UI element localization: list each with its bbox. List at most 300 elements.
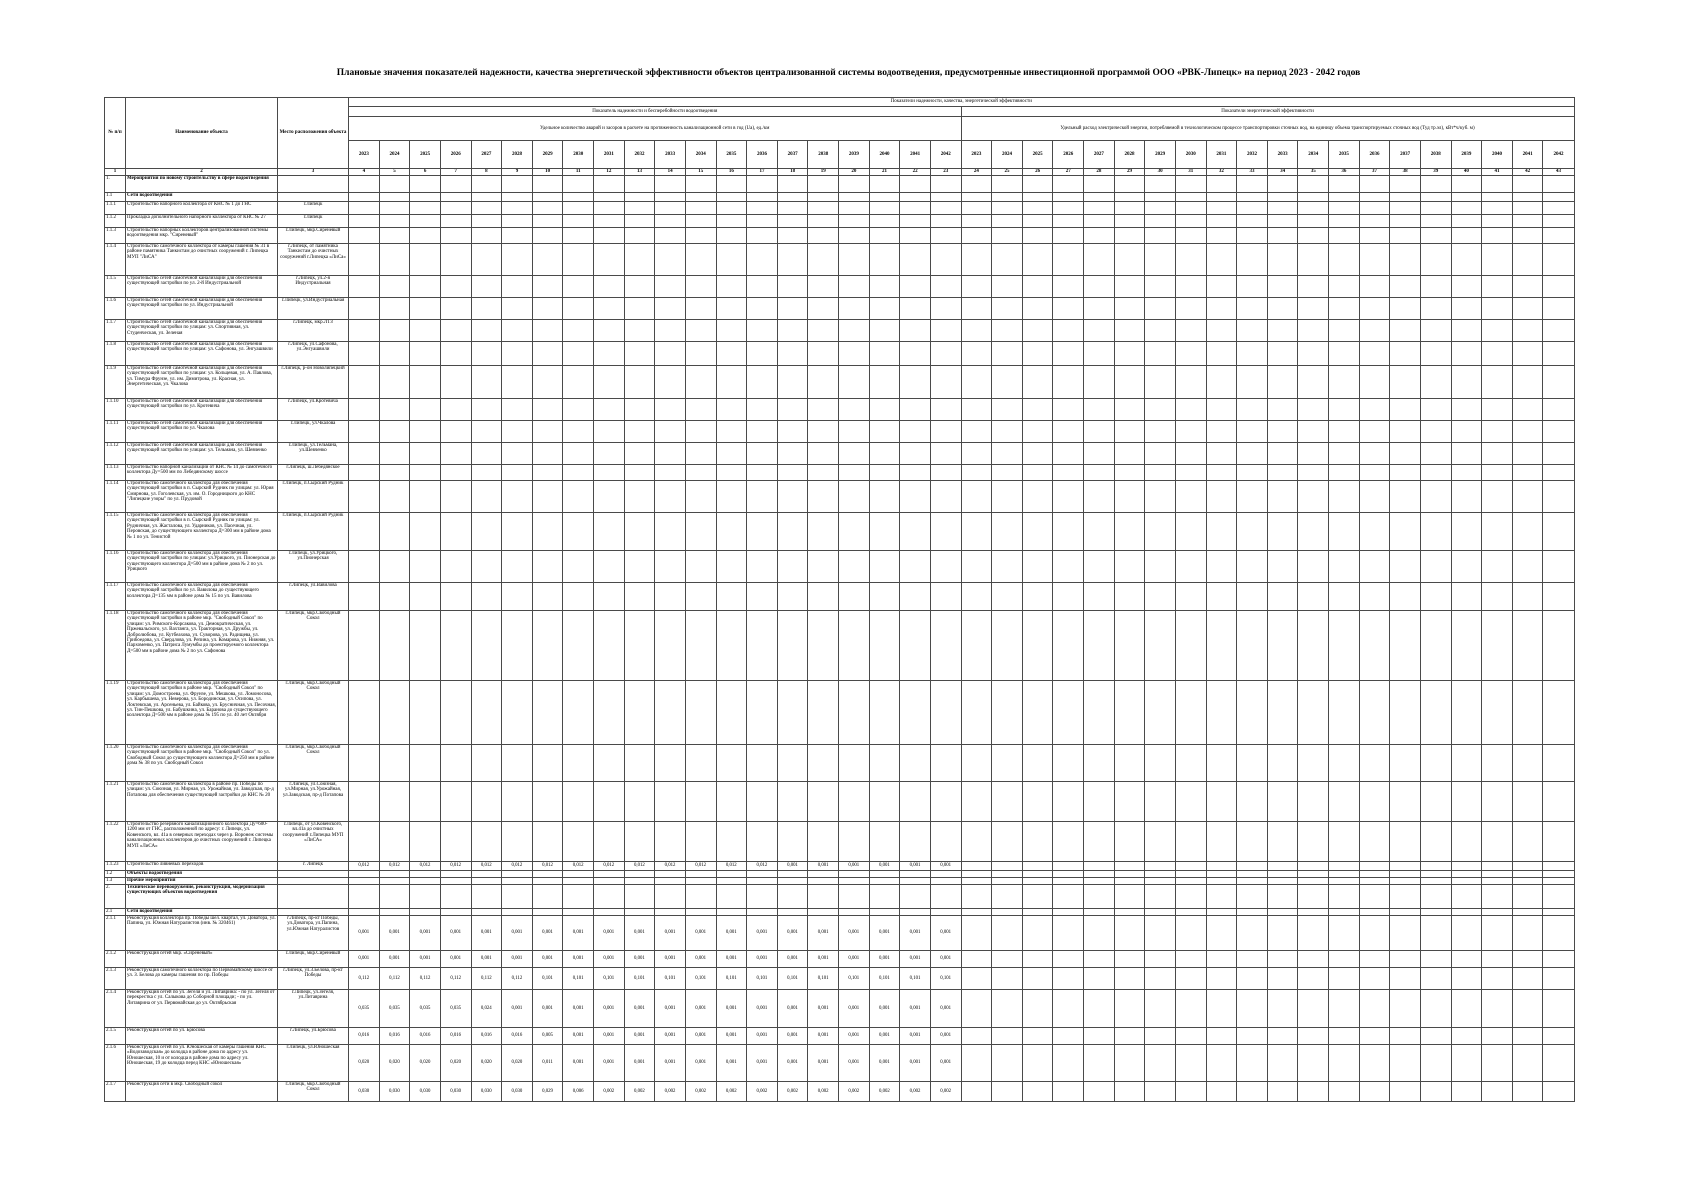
- reliability-value: [839, 878, 870, 885]
- energy-value: [1175, 1082, 1206, 1102]
- reliability-value: 0,011: [532, 1045, 563, 1082]
- energy-value: [992, 202, 1023, 215]
- reliability-value: [808, 276, 839, 298]
- object-name: Строительство ливневых переходов: [126, 862, 278, 871]
- energy-value: [961, 320, 992, 342]
- energy-value: [1298, 1045, 1329, 1082]
- reliability-value: [502, 298, 533, 320]
- reliability-value: 0,001: [900, 951, 931, 968]
- year-header: 2036: [747, 141, 778, 169]
- energy-value: [1359, 276, 1390, 298]
- energy-value: [1053, 298, 1084, 320]
- reliability-value: [747, 366, 778, 399]
- table-row: [105, 399, 1575, 421]
- reliability-value: [532, 399, 563, 421]
- energy-value: [961, 421, 992, 443]
- reliability-value: [624, 202, 655, 215]
- reliability-value: [471, 421, 502, 443]
- reliability-value: [685, 244, 716, 276]
- reliability-value: [379, 176, 410, 193]
- energy-value: [1053, 968, 1084, 990]
- energy-value: [1359, 885, 1390, 909]
- reliability-value: [594, 421, 625, 443]
- reliability-value: [869, 320, 900, 342]
- year-header: 2028: [502, 141, 533, 169]
- energy-value: [961, 399, 992, 421]
- reliability-value: [747, 909, 778, 916]
- object-location: г.Липецк, ул.Вавилова: [278, 583, 349, 611]
- object-location: г.Липецк, ул.Сафонова, ул.Энгуашвили: [278, 342, 349, 366]
- energy-value: [1053, 443, 1084, 465]
- reliability-value: [379, 276, 410, 298]
- reliability-value: 0,012: [685, 862, 716, 871]
- reliability-value: [624, 681, 655, 745]
- energy-value: [1451, 551, 1482, 583]
- energy-value: [1175, 244, 1206, 276]
- object-name: Строительство резервного канализационного коллектора Ду=600-1200 мм от ГНС, расположенной по адресу: г. Липецк, ул. Ковенского, вл. 41а в северных переходах через р. Воронеж системы канализационных коллекторов до очистных сооружений г. Липецка МУП «ЛиСА»: [126, 822, 278, 862]
- energy-value: [961, 916, 992, 951]
- energy-value: [1543, 878, 1574, 885]
- energy-value: [1512, 1045, 1543, 1082]
- reliability-value: [624, 871, 655, 878]
- energy-value: [1022, 871, 1053, 878]
- energy-value: [1114, 951, 1145, 968]
- reliability-value: [777, 320, 808, 342]
- reliability-value: [900, 421, 931, 443]
- reliability-value: 0,002: [808, 1082, 839, 1102]
- reliability-value: [349, 465, 380, 481]
- reliability-value: [379, 513, 410, 551]
- reliability-value: [930, 320, 961, 342]
- object-name: Сети водоотведения: [126, 909, 278, 916]
- reliability-value: [440, 298, 471, 320]
- energy-value: [1298, 481, 1329, 513]
- reliability-value: [379, 366, 410, 399]
- reliability-value: [716, 202, 747, 215]
- object-location: г. Липецк: [278, 862, 349, 871]
- table-row: [105, 583, 1575, 611]
- reliability-value: [777, 513, 808, 551]
- energy-value: [1114, 215, 1145, 228]
- energy-value: [1359, 215, 1390, 228]
- reliability-value: [440, 465, 471, 481]
- energy-value: [1543, 782, 1574, 822]
- energy-value: [961, 202, 992, 215]
- reliability-value: 0,001: [685, 990, 716, 1028]
- energy-value: [992, 909, 1023, 916]
- reliability-value: 0,001: [349, 951, 380, 968]
- reliability-value: [349, 822, 380, 862]
- energy-value: [1175, 320, 1206, 342]
- reliability-value: [349, 366, 380, 399]
- energy-value: [1390, 513, 1421, 551]
- energy-value: [1543, 342, 1574, 366]
- energy-value: [992, 782, 1023, 822]
- section-row: [105, 909, 1575, 916]
- energy-value: [1053, 366, 1084, 399]
- energy-value: [1420, 916, 1451, 951]
- reliability-value: 0,001: [930, 862, 961, 871]
- table-row: [105, 366, 1575, 399]
- energy-value: [1390, 878, 1421, 885]
- energy-value: [1022, 990, 1053, 1028]
- energy-value: [1298, 193, 1329, 202]
- reliability-value: [777, 909, 808, 916]
- reliability-value: [349, 583, 380, 611]
- year-header: 2030: [1175, 141, 1206, 169]
- reliability-value: [900, 681, 931, 745]
- energy-value: [1512, 193, 1543, 202]
- table-row: [105, 862, 1575, 871]
- reliability-value: [685, 366, 716, 399]
- energy-value: [1145, 176, 1176, 193]
- reliability-value: [563, 193, 594, 202]
- reliability-value: [502, 421, 533, 443]
- reliability-value: [349, 871, 380, 878]
- energy-value: [1420, 421, 1451, 443]
- energy-value: [1298, 822, 1329, 862]
- reliability-value: [594, 202, 625, 215]
- energy-value: [1022, 443, 1053, 465]
- energy-value: [961, 1045, 992, 1082]
- reliability-value: 0,035: [440, 990, 471, 1028]
- reliability-value: [716, 176, 747, 193]
- reliability-value: [685, 202, 716, 215]
- reliability-value: [869, 909, 900, 916]
- row-number: 2.1.2: [105, 951, 126, 968]
- energy-value: [1543, 822, 1574, 862]
- energy-value: [1145, 1045, 1176, 1082]
- reliability-value: [379, 782, 410, 822]
- reliability-value: [563, 298, 594, 320]
- object-location: г.Липецк: [278, 202, 349, 215]
- reliability-value: [839, 885, 870, 909]
- object-location: [278, 871, 349, 878]
- energy-value: [1022, 583, 1053, 611]
- column-index: 43: [1543, 169, 1574, 176]
- energy-value: [1237, 745, 1268, 782]
- reliability-value: 0,002: [685, 1082, 716, 1102]
- energy-value: [1237, 1082, 1268, 1102]
- energy-value: [1420, 885, 1451, 909]
- reliability-value: [655, 366, 686, 399]
- reliability-value: [716, 745, 747, 782]
- energy-value: [1267, 990, 1298, 1028]
- reliability-value: [532, 193, 563, 202]
- energy-value: [1237, 366, 1268, 399]
- object-name: Строительство самотечного коллектора от камеры гашения № 31 в районе памятника Танкистам до очистных сооружений г. Липецка МУП "ЛиСА": [126, 244, 278, 276]
- reliability-value: [379, 878, 410, 885]
- energy-value: [1512, 176, 1543, 193]
- reliability-value: [624, 215, 655, 228]
- reliability-value: [747, 871, 778, 878]
- object-name: Реконструкция сетей мкр. «Сиреневый»: [126, 951, 278, 968]
- energy-value: [1451, 244, 1482, 276]
- energy-value: [1145, 782, 1176, 822]
- energy-value: [961, 176, 992, 193]
- reliability-value: [502, 681, 533, 745]
- energy-value: [1267, 193, 1298, 202]
- reliability-value: [349, 551, 380, 583]
- reliability-value: [747, 681, 778, 745]
- reliability-value: [839, 202, 870, 215]
- reliability-value: 0,001: [594, 916, 625, 951]
- energy-value: [1390, 968, 1421, 990]
- reliability-value: [471, 583, 502, 611]
- energy-value: [1543, 968, 1574, 990]
- reliability-value: 0,001: [839, 990, 870, 1028]
- energy-value: [1084, 909, 1115, 916]
- energy-value: [992, 583, 1023, 611]
- reliability-value: [349, 244, 380, 276]
- energy-value: [1359, 421, 1390, 443]
- reliability-value: [502, 366, 533, 399]
- reliability-value: [685, 745, 716, 782]
- reliability-value: [777, 421, 808, 443]
- reliability-value: 0,012: [502, 862, 533, 871]
- reliability-value: [349, 885, 380, 909]
- energy-value: [1267, 611, 1298, 681]
- energy-value: [992, 885, 1023, 909]
- energy-value: [1451, 1082, 1482, 1102]
- year-header: 2033: [655, 141, 686, 169]
- reliability-value: [930, 745, 961, 782]
- energy-value: [961, 551, 992, 583]
- energy-value: [1175, 399, 1206, 421]
- reliability-value: 0,012: [716, 862, 747, 871]
- reliability-value: [808, 583, 839, 611]
- energy-value: [1022, 968, 1053, 990]
- energy-value: [1145, 551, 1176, 583]
- reliability-value: [900, 320, 931, 342]
- table-row: [105, 968, 1575, 990]
- energy-value: [1543, 399, 1574, 421]
- year-header: 2040: [1482, 141, 1513, 169]
- reliability-value: [747, 276, 778, 298]
- energy-value: [1482, 990, 1513, 1028]
- energy-value: [1267, 916, 1298, 951]
- reliability-value: [685, 276, 716, 298]
- reliability-value: [563, 871, 594, 878]
- reliability-value: 0,001: [563, 1028, 594, 1045]
- reliability-value: [869, 366, 900, 399]
- reliability-value: [471, 228, 502, 244]
- reliability-value: [563, 481, 594, 513]
- reliability-value: [808, 342, 839, 366]
- year-header: 2030: [563, 141, 594, 169]
- reliability-value: [777, 202, 808, 215]
- energy-value: [1329, 782, 1360, 822]
- reliability-value: [747, 244, 778, 276]
- energy-value: [1175, 885, 1206, 909]
- energy-value: [1420, 513, 1451, 551]
- energy-value: [961, 513, 992, 551]
- reliability-value: 0,001: [839, 1028, 870, 1045]
- reliability-value: [685, 681, 716, 745]
- energy-value: [1175, 909, 1206, 916]
- object-location: г.Липецк, п.Сырский Рудник: [278, 513, 349, 551]
- energy-value: [1206, 465, 1237, 481]
- energy-value: [1022, 611, 1053, 681]
- reliability-value: 0,101: [747, 968, 778, 990]
- reliability-value: [869, 465, 900, 481]
- table-row: [105, 745, 1575, 782]
- reliability-value: [471, 481, 502, 513]
- object-name: Реконструкция сети в мкр. Свободный сокол: [126, 1082, 278, 1102]
- energy-value: [1237, 968, 1268, 990]
- energy-value: [1267, 465, 1298, 481]
- energy-value: [961, 1028, 992, 1045]
- energy-value: [1512, 421, 1543, 443]
- object-name: Строительство сетей самотечной канализации для обеспечения существующей застройки по ул. 2-й Индустриальной: [126, 276, 278, 298]
- reliability-value: 0,020: [502, 1045, 533, 1082]
- reliability-value: [777, 885, 808, 909]
- energy-value: [1329, 228, 1360, 244]
- energy-value: [1053, 513, 1084, 551]
- reliability-value: [900, 481, 931, 513]
- energy-value: [1298, 244, 1329, 276]
- energy-value: [1390, 176, 1421, 193]
- energy-value: [1267, 228, 1298, 244]
- energy-value: [1390, 421, 1421, 443]
- reliability-value: [716, 320, 747, 342]
- energy-value: [1359, 366, 1390, 399]
- reliability-value: [471, 513, 502, 551]
- energy-value: [1084, 878, 1115, 885]
- reliability-value: [502, 611, 533, 681]
- energy-value: [1175, 228, 1206, 244]
- energy-value: [1390, 244, 1421, 276]
- energy-value: [961, 990, 992, 1028]
- energy-value: [961, 611, 992, 681]
- energy-value: [1114, 1028, 1145, 1045]
- reliability-value: [900, 202, 931, 215]
- reliability-value: [563, 228, 594, 244]
- reliability-value: [839, 244, 870, 276]
- reliability-value: 0,002: [655, 1082, 686, 1102]
- reliability-value: [349, 513, 380, 551]
- energy-value: [1175, 342, 1206, 366]
- reliability-value: [716, 244, 747, 276]
- energy-value: [1329, 871, 1360, 878]
- reliability-value: [747, 551, 778, 583]
- energy-value: [1512, 215, 1543, 228]
- object-name: Строительство самотечного коллектора для обеспечения существующей застройки в п. Сырский Рудник по улицам: ул. Рудничная, ул. Жасталова, ул. Ударников, ул. Пасечная, ул. Перовская, до существующего коллектора Д=300 мм в районе дома № 1 по ул. Тенистой: [126, 513, 278, 551]
- reliability-value: [440, 909, 471, 916]
- energy-value: [1145, 465, 1176, 481]
- reliability-value: [930, 443, 961, 465]
- column-index: 19: [808, 169, 839, 176]
- object-name: Мероприятия по новому строительству в сфере водоотведения: [126, 176, 278, 193]
- object-location: г.Липецк, ш.Лебедянское: [278, 465, 349, 481]
- reliability-value: [594, 276, 625, 298]
- energy-value: [1114, 443, 1145, 465]
- energy-value: [1022, 215, 1053, 228]
- energy-value: [1543, 862, 1574, 871]
- energy-value: [1114, 481, 1145, 513]
- energy-value: [1175, 465, 1206, 481]
- energy-value: [1420, 342, 1451, 366]
- reliability-value: [410, 215, 441, 228]
- reliability-value: [502, 513, 533, 551]
- energy-value: [961, 215, 992, 228]
- reliability-value: [869, 878, 900, 885]
- reliability-value: [594, 176, 625, 193]
- column-index: 18: [777, 169, 808, 176]
- object-name: Прочие мероприятия: [126, 878, 278, 885]
- energy-value: [1543, 443, 1574, 465]
- energy-value: [1053, 1082, 1084, 1102]
- object-name: Реконструкция самотечного коллектора по Первомайскому шоссе от ул. З. Белова до камеры гашения по пр. Победы: [126, 968, 278, 990]
- reliability-value: [502, 745, 533, 782]
- object-name: Объекты водоотведения: [126, 871, 278, 878]
- column-index: 7: [440, 169, 471, 176]
- reliability-value: [716, 342, 747, 366]
- reliability-value: [624, 399, 655, 421]
- energy-value: [1267, 399, 1298, 421]
- reliability-value: [900, 176, 931, 193]
- reliability-value: 0,020: [471, 1045, 502, 1082]
- column-index: 42: [1512, 169, 1543, 176]
- object-location: г.Липецк, мкр.Свободный Сокол: [278, 1082, 349, 1102]
- reliability-value: [747, 320, 778, 342]
- reliability-value: 0,001: [716, 1045, 747, 1082]
- reliability-value: 0,001: [502, 990, 533, 1028]
- reliability-value: [930, 782, 961, 822]
- energy-value: [1114, 465, 1145, 481]
- reliability-value: [410, 244, 441, 276]
- energy-value: [1390, 885, 1421, 909]
- reliability-value: [379, 481, 410, 513]
- energy-value: [1053, 871, 1084, 878]
- energy-value: [1145, 611, 1176, 681]
- energy-value: [1114, 513, 1145, 551]
- energy-value: [1390, 551, 1421, 583]
- energy-value: [1084, 862, 1115, 871]
- energy-value: [992, 862, 1023, 871]
- energy-value: [1543, 366, 1574, 399]
- table-row: [105, 513, 1575, 551]
- energy-value: [1175, 583, 1206, 611]
- reliability-value: [471, 885, 502, 909]
- energy-value: [1512, 990, 1543, 1028]
- reliability-value: 0,016: [471, 1028, 502, 1045]
- reliability-value: 0,001: [502, 916, 533, 951]
- energy-value: [1084, 1082, 1115, 1102]
- reliability-value: [440, 885, 471, 909]
- reliability-value: [747, 193, 778, 202]
- energy-value: [1390, 990, 1421, 1028]
- energy-value: [961, 909, 992, 916]
- energy-value: [1084, 1045, 1115, 1082]
- energy-value: [1084, 244, 1115, 276]
- reliability-value: [349, 745, 380, 782]
- reliability-value: [410, 878, 441, 885]
- energy-value: [1237, 215, 1268, 228]
- energy-value: [1390, 228, 1421, 244]
- energy-value: [1206, 481, 1237, 513]
- reliability-value: [410, 276, 441, 298]
- energy-value: [1329, 465, 1360, 481]
- reliability-value: 0,012: [471, 862, 502, 871]
- energy-value: [1206, 366, 1237, 399]
- reliability-value: 0,001: [471, 951, 502, 968]
- reliability-value: [655, 909, 686, 916]
- energy-value: [1053, 320, 1084, 342]
- reliability-value: [379, 342, 410, 366]
- energy-value: [1053, 1045, 1084, 1082]
- energy-value: [1267, 320, 1298, 342]
